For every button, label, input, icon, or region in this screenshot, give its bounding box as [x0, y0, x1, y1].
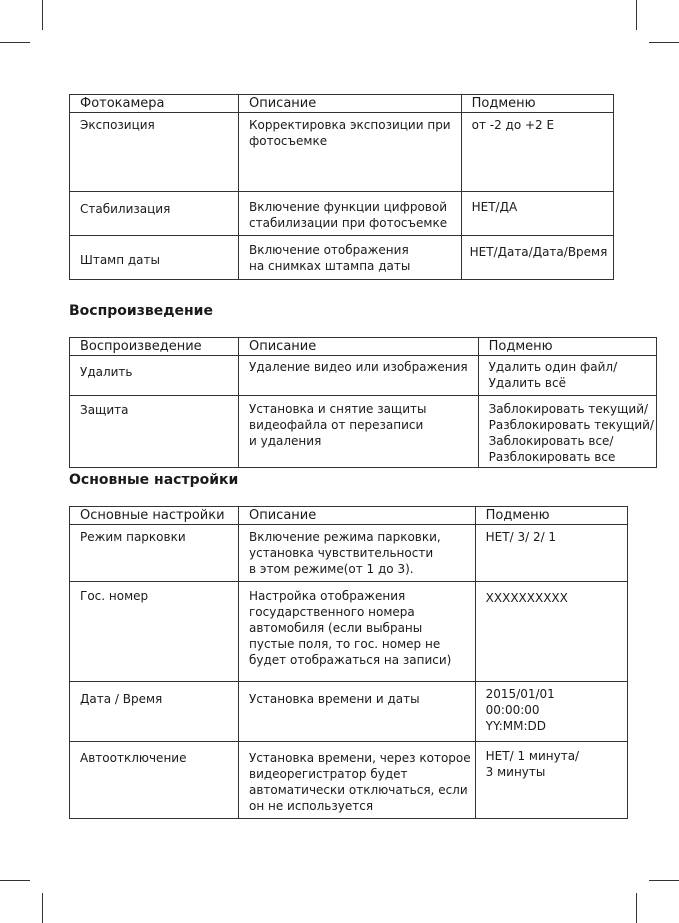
setting-name: Стабилизация — [70, 192, 239, 236]
table-row — [70, 356, 657, 396]
setting-description: Удаление видео или изображения — [239, 356, 479, 396]
setting-description: Установка времени и даты — [239, 682, 476, 742]
crop-mark — [42, 893, 43, 923]
table-row — [70, 396, 657, 468]
column-header: Подменю — [461, 95, 613, 113]
setting-name: Защита — [70, 396, 239, 468]
table-header-row — [70, 338, 657, 356]
section-heading-settings: Основные настройки — [69, 472, 239, 488]
settings-table — [69, 506, 628, 819]
setting-name: Режим парковки — [70, 525, 239, 582]
camera-table — [69, 94, 614, 280]
setting-submenu: 2015/01/01 00:00:00 YY:MM:DD — [475, 682, 627, 742]
setting-description: Включение режима парковки, установка чувствительности в этом режиме(от 1 до 3). — [239, 525, 476, 582]
setting-name: Экспозиция — [70, 113, 239, 192]
setting-submenu: НЕТ/ 1 минута/ 3 минуты — [475, 742, 627, 819]
column-header: Основные настройки — [70, 507, 239, 525]
setting-description: Включение отображения на снимках штампа даты — [239, 236, 462, 280]
section-heading-playback: Воспроизведение — [69, 303, 213, 319]
setting-submenu: XXXXXXXXXX — [475, 582, 627, 682]
setting-name: Дата / Время — [70, 682, 239, 742]
setting-submenu: НЕТ/ 3/ 2/ 1 — [475, 525, 627, 582]
setting-submenu: НЕТ/ДА — [461, 192, 613, 236]
setting-submenu: Заблокировать текущий/ Разблокировать текущий/ Заблокировать все/ Разблокировать все — [478, 396, 656, 468]
column-header: Описание — [239, 338, 479, 356]
crop-mark — [649, 42, 679, 43]
table-header-row — [70, 507, 628, 525]
table-row — [70, 192, 614, 236]
column-header: Фотокамера — [70, 95, 239, 113]
playback-table — [69, 337, 657, 468]
crop-mark — [42, 0, 43, 30]
table-row — [70, 525, 628, 582]
crop-mark — [649, 880, 679, 881]
column-header: Подменю — [478, 338, 656, 356]
setting-description: Настройка отображения государственного номера автомобиля (если выбраны пустые поля, то гос. номер не будет отображаться на записи) — [239, 582, 476, 682]
table-row — [70, 582, 628, 682]
setting-name: Штамп даты — [70, 236, 239, 280]
table-header-row — [70, 95, 614, 113]
crop-mark — [636, 0, 637, 30]
setting-description: Установка и снятие защиты видеофайла от перезаписи и удаления — [239, 396, 479, 468]
setting-description: Корректировка экспозиции при фотосъемке — [239, 113, 462, 192]
table-row — [70, 113, 614, 192]
setting-description: Включение функции цифровой стабилизации при фотосъемке — [239, 192, 462, 236]
table-row — [70, 742, 628, 819]
setting-description: Установка времени, через которое видеорегистратор будет автоматически отключаться, если он не используется — [239, 742, 476, 819]
table-row — [70, 682, 628, 742]
column-header: Описание — [239, 507, 476, 525]
setting-submenu: Удалить один файл/ Удалить всё — [478, 356, 656, 396]
table-row — [70, 236, 614, 280]
setting-name: Удалить — [70, 356, 239, 396]
column-header: Описание — [239, 95, 462, 113]
crop-mark — [0, 880, 30, 881]
setting-name: Гос. номер — [70, 582, 239, 682]
crop-mark — [0, 42, 30, 43]
column-header: Подменю — [475, 507, 627, 525]
column-header: Воспроизведение — [70, 338, 239, 356]
setting-submenu: от -2 до +2 E — [461, 113, 613, 192]
setting-submenu: НЕТ/Дата/Дата/Время — [461, 236, 613, 280]
setting-name: Автоотключение — [70, 742, 239, 819]
crop-mark — [636, 893, 637, 923]
